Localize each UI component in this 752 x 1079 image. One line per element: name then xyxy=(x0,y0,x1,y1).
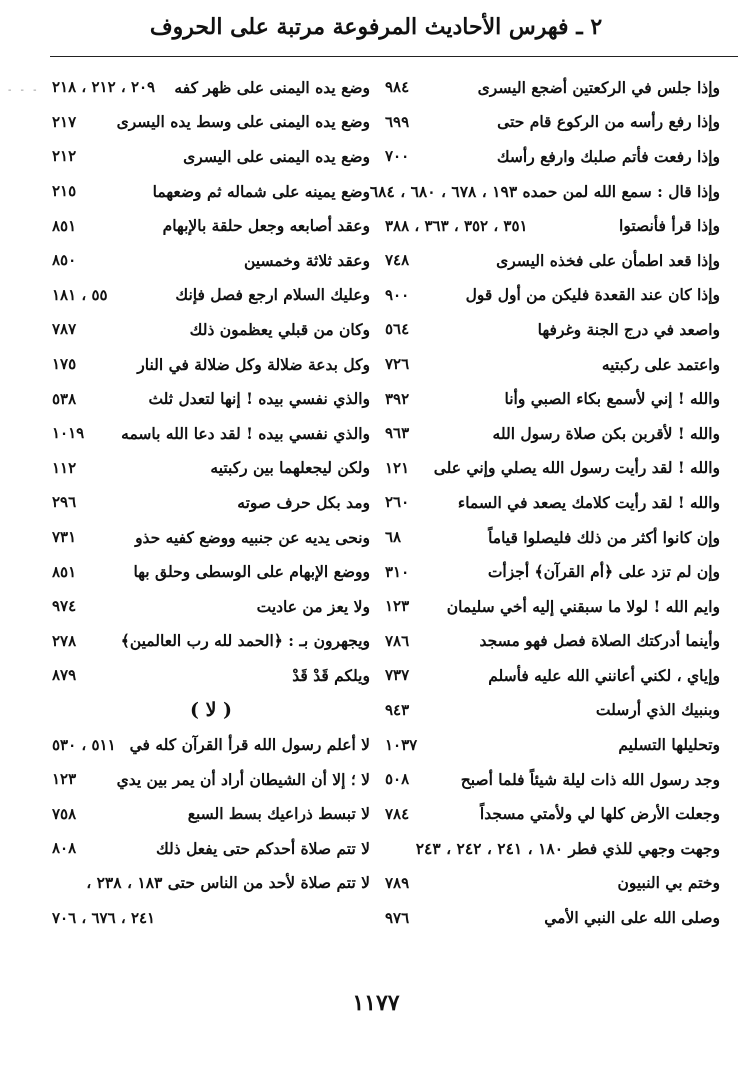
index-entry xyxy=(385,831,720,866)
hadith-number: ٣٩٢ xyxy=(385,389,410,408)
hadith-text: وكان من قبلي يعظمون ذلك xyxy=(189,319,370,339)
hadith-text: وجد رسول الله ذات ليلة شيئاً فلما أصبح xyxy=(460,769,720,789)
hadith-text: وإذا رفعت فأتم صلبك وارفع رأسك xyxy=(496,146,720,166)
index-entry xyxy=(385,520,720,555)
hadith-number: ٧٢٦ xyxy=(385,355,410,374)
hadith-text: ولا يعز من عاديت xyxy=(256,596,370,616)
index-entry xyxy=(52,347,370,382)
hadith-number: ٧٨٤ xyxy=(385,804,410,823)
hadith-text: وأينما أدركتك الصلاة فصل فهو مسجد xyxy=(479,631,720,651)
hadith-number: ٧٠٠ xyxy=(385,147,410,166)
index-entry xyxy=(385,208,720,243)
hadith-text: وإذا رفع رأسه من الركوع قام حتى xyxy=(497,112,720,132)
index-entry xyxy=(385,278,720,313)
hadith-text: والله ! لقد رأيت كلامك يصعد في السماء xyxy=(457,492,720,512)
hadith-text: وجهت وجهي للذي فطر ١٨٠ ، ٢٤١ ، ٢٤٢ ، ٢٤٣ xyxy=(415,838,720,858)
hadith-number: ١٠٣٧ xyxy=(385,735,418,754)
hadith-number: ١٢٣ xyxy=(52,770,77,789)
index-entry xyxy=(52,589,370,624)
hadith-number: ٨٥١ xyxy=(52,216,77,235)
title-divider xyxy=(50,56,738,57)
index-entry xyxy=(52,243,370,278)
index-entry xyxy=(385,900,720,935)
hadith-text: لا أعلم رسول الله قرأ القرآن كله في xyxy=(129,735,370,755)
index-entry xyxy=(385,105,720,140)
hadith-number: ٧٣٧ xyxy=(385,666,410,685)
left-column xyxy=(52,70,370,950)
hadith-number: ٩٧٤ xyxy=(52,597,77,616)
hadith-number: ٣١٠ xyxy=(385,562,410,581)
index-entry xyxy=(52,70,370,105)
hadith-number: ١٠١٩ xyxy=(52,424,85,443)
hadith-text: واصعد في درج الجنة وغرفها xyxy=(537,319,720,339)
hadith-number: ٥٠٨ xyxy=(385,770,410,789)
index-entry xyxy=(385,727,720,762)
hadith-number: ٩٧٦ xyxy=(385,908,410,927)
index-entry xyxy=(52,208,370,243)
index-entry xyxy=(385,70,720,105)
hadith-text: وإذا قرأ فأنصتوا xyxy=(619,216,720,236)
index-entry xyxy=(369,174,720,209)
index-entry xyxy=(385,139,720,174)
hadith-text: وإن كانوا أكثر من ذلك فليصلوا قياماً xyxy=(488,527,720,547)
hadith-number: ٧٣١ xyxy=(52,528,77,547)
hadith-number: ٨٠٨ xyxy=(52,839,77,858)
index-entry xyxy=(385,693,720,728)
index-entry xyxy=(52,278,370,313)
hadith-text: وكل بدعة ضلالة وكل ضلالة في النار xyxy=(137,354,370,374)
hadith-number: ٥٥ ، ١٨١ xyxy=(52,285,108,304)
index-entry xyxy=(385,796,720,831)
index-entry xyxy=(385,658,720,693)
hadith-number: ١٢١ xyxy=(385,458,410,477)
hadith-number: ٥٦٤ xyxy=(385,320,410,339)
index-entry xyxy=(385,589,720,624)
hadith-number: ٥١١ ، ٥٣٠ xyxy=(52,735,116,754)
hadith-text: ونحى يديه عن جنبيه ووضع كفيه حذو xyxy=(135,527,370,547)
hadith-text: وإذا قال : سمع الله لمن حمده ١٩٣ ، ٦٧٨ ، ٦٨٠ ، ٦٨٤ xyxy=(369,181,720,201)
index-entry xyxy=(52,381,370,416)
hadith-number: ١٢٣ xyxy=(385,597,410,616)
hadith-text: وإذا قعد اطمأن على فخذه اليسرى xyxy=(496,250,720,270)
hadith-text: ويلكم قَدْ قَدْ xyxy=(292,665,370,685)
hadith-number: ١١٢ xyxy=(52,458,77,477)
index-entry xyxy=(52,658,370,693)
hadith-number: ٩٦٣ xyxy=(385,424,410,443)
hadith-text: وإذا كان عند القعدة فليكن من أول قول xyxy=(465,285,720,305)
hadith-text: وعقد ثلاثة وخمسين xyxy=(243,250,370,270)
page-number: ١١٧٧ xyxy=(352,990,400,1016)
index-entry xyxy=(52,554,370,589)
hadith-text: والله ! لأقربن بكن صلاة رسول الله xyxy=(492,423,720,443)
index-entry xyxy=(52,312,370,347)
margin-mark: - - - xyxy=(8,85,40,96)
section-heading: ( لا ) xyxy=(189,698,233,721)
hadith-text: وإياي ، لكني أعانني الله عليه فأسلم xyxy=(488,665,720,685)
index-entry xyxy=(52,727,370,762)
index-entry xyxy=(52,416,370,451)
hadith-number: ٢٠٩ ، ٢١٢ ، ٢١٨ xyxy=(52,78,156,97)
index-entry xyxy=(385,347,720,382)
hadith-text: والله ! لقد رأيت رسول الله يصلي وإني على xyxy=(433,458,720,478)
hadith-number: ٨٥٠ xyxy=(52,251,77,270)
index-entry xyxy=(385,554,720,589)
hadith-text: ومد بكل حرف صوته xyxy=(237,492,370,512)
index-entry xyxy=(385,866,720,901)
hadith-number: ٦٩٩ xyxy=(385,112,410,131)
hadith-number: ٩٤٣ xyxy=(385,700,410,719)
hadith-number: ١٧٥ xyxy=(52,355,77,374)
index-entry xyxy=(52,866,370,901)
hadith-number: ٩٠٠ xyxy=(385,285,410,304)
index-entry xyxy=(385,624,720,659)
hadith-text: ويجهرون بـ : ﴿الحمد لله رب العالمين﴾ xyxy=(120,631,370,651)
hadith-text: والله ! إني لأسمع بكاء الصبي وأنا xyxy=(504,389,720,409)
index-entry xyxy=(52,900,370,935)
hadith-text: ولكن ليجعلهما بين ركبتيه xyxy=(210,458,370,478)
hadith-number: ٥٣٨ xyxy=(52,389,77,408)
hadith-number: ٢١٥ xyxy=(52,182,77,201)
hadith-text: وإن لم تزد على ﴿أم القرآن﴾ أجزأت xyxy=(487,562,720,582)
hadith-number: ٢٧٨ xyxy=(52,631,77,650)
hadith-number: ٧٨٧ xyxy=(52,320,77,339)
index-entry xyxy=(385,381,720,416)
hadith-text: وضع يمينه على شماله ثم وضعهما xyxy=(152,181,370,201)
hadith-number: ٢١٢ xyxy=(52,147,77,166)
hadith-text: لا تتم صلاة لأحد من الناس حتى ١٨٣ ، ٢٣٨ ، xyxy=(86,873,370,893)
index-entry xyxy=(52,139,370,174)
hadith-number: ٢٤١ ، ٦٧٦ ، ٧٠٦ xyxy=(52,908,156,927)
right-column xyxy=(369,70,720,950)
hadith-number: ٨٧٩ xyxy=(52,666,77,685)
hadith-number: ٢٩٦ xyxy=(52,493,77,512)
index-entry xyxy=(52,105,370,140)
hadith-number: ٣٥١ ، ٣٥٢ ، ٣٦٣ ، ٣٨٨ xyxy=(385,216,528,235)
hadith-text: وايم الله ! لولا ما سبقني إليه أخي سليمان xyxy=(446,596,720,616)
hadith-text: وعقد أصابعه وجعل حلقة بالإبهام xyxy=(162,216,370,236)
hadith-text: والذي نفسي بيده ! إنها لتعدل ثلث xyxy=(148,389,370,409)
index-entry xyxy=(52,520,370,555)
hadith-text: وضع يده اليمنى على وسط يده اليسرى xyxy=(116,112,370,132)
index-entry xyxy=(385,243,720,278)
hadith-text: وجعلت الأرض كلها لي ولأمتي مسجداً xyxy=(479,804,720,824)
index-entry xyxy=(52,762,370,797)
page-title: ٢ ـ فهرس الأحاديث المرفوعة مرتبة على الحروف xyxy=(149,14,603,40)
hadith-number: ٩٨٤ xyxy=(385,78,410,97)
index-entry xyxy=(385,451,720,486)
index-entry xyxy=(52,485,370,520)
hadith-text: وبنبيك الذي أرسلت xyxy=(595,700,720,720)
hadith-number: ٧٨٦ xyxy=(385,631,410,650)
hadith-text: والذي نفسي بيده ! لقد دعا الله باسمه xyxy=(121,423,370,443)
index-entry xyxy=(52,624,370,659)
index-entry xyxy=(52,796,370,831)
index-entry xyxy=(52,831,370,866)
index-entry xyxy=(385,485,720,520)
hadith-text: لا تتم صلاة أحدكم حتى يفعل ذلك xyxy=(155,838,370,858)
hadith-text: لا ؛ إلا أن الشيطان أراد أن يمر بين يدي xyxy=(116,769,370,789)
hadith-text: وضع يده اليمنى على اليسرى xyxy=(183,146,370,166)
index-entry xyxy=(385,762,720,797)
index-entry xyxy=(385,416,720,451)
hadith-number: ٢٦٠ xyxy=(385,493,410,512)
hadith-text: وعليك السلام ارجع فصل فإنك xyxy=(175,285,370,305)
index-entry xyxy=(52,174,370,209)
hadith-number: ٢١٧ xyxy=(52,112,77,131)
hadith-text: لا تبسط ذراعيك بسط السبع xyxy=(187,804,370,824)
hadith-text: وصلى الله على النبي الأمي xyxy=(544,908,720,928)
hadith-number: ٦٨ xyxy=(385,528,402,547)
hadith-number: ٧٨٩ xyxy=(385,873,410,892)
hadith-number: ٧٥٨ xyxy=(52,804,77,823)
hadith-text: وختم بي النبيون xyxy=(617,873,720,893)
hadith-text: وإذا جلس في الركعتين أضجع اليسرى xyxy=(477,77,720,97)
hadith-text: وضع يده اليمنى على ظهر كفه xyxy=(174,77,370,97)
index-entry xyxy=(52,451,370,486)
hadith-text: واعتمد على ركبتيه xyxy=(601,354,720,374)
hadith-number: ٨٥١ xyxy=(52,562,77,581)
hadith-text: ووضع الإبهام على الوسطى وحلق بها xyxy=(133,562,370,582)
hadith-text: وتحليلها التسليم xyxy=(618,735,720,755)
index-entry xyxy=(385,312,720,347)
hadith-number: ٧٤٨ xyxy=(385,251,410,270)
